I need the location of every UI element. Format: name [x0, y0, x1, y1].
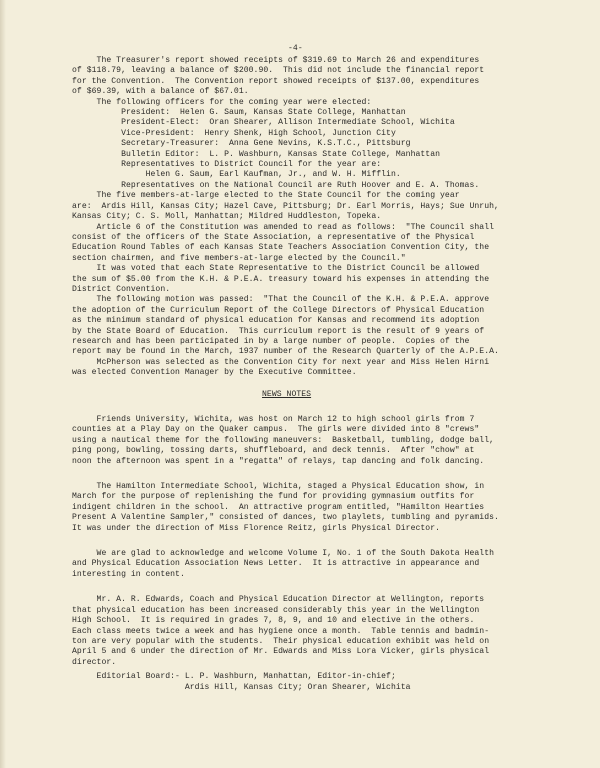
text-line: section chairmen, and five members-at-large elected by the Council."	[72, 253, 406, 263]
text-line: counties at a Play Day on the Quaker campus. The girls were divided into 8 "crews"	[72, 425, 480, 435]
text-line: The five members-at-large elected to the State Council for the coming year	[72, 191, 460, 201]
text-line: Article 6 of the Constitution was amended to read as follows: "The Council shall	[72, 222, 495, 232]
news-item-wellington	[72, 595, 542, 668]
text-line: The Hamilton Intermediate School, Wichita, staged a Physical Education show, in	[72, 482, 485, 492]
text-line: High School. It is required in grades 7, 8, 9, and 10 and elective in the others.	[72, 616, 475, 626]
page-body	[72, 56, 542, 693]
text-line: of $118.79, leaving a balance of $200.90. This did not include the financial report	[72, 66, 485, 76]
text-line: director.	[72, 657, 117, 667]
text-line: of $69.39, with a balance of $67.01.	[72, 87, 249, 97]
page-number: -4-	[288, 44, 303, 53]
text-line: as the minimum standard of physical education for Kansas and recommend its adoption	[72, 316, 480, 326]
text-line: for the Convention. The Convention report showed receipts of $137.00, expenditures	[72, 76, 480, 86]
text-line: consist of the officers of the State Association, a representative of the Physical	[72, 232, 475, 242]
text-line: It was voted that each State Representative to the District Council be allowed	[72, 264, 480, 274]
text-line: was elected Convention Manager by the Executive Committee.	[72, 368, 357, 378]
officer-line: President: Helen G. Saum, Kansas State College, Manhattan	[72, 108, 406, 118]
text-line: the sum of $5.00 from the K.H. & P.E.A. treasury toward his expenses in attending the	[72, 274, 490, 284]
text-line: and Physical Education Association News Letter. It is attractive in appearance and	[72, 559, 480, 569]
text-line: The following officers for the coming year were elected:	[72, 97, 372, 107]
text-line: The Treasurer's report showed receipts of $319.69 to March 26 and expenditures	[72, 56, 480, 65]
text-line: ton are very popular with the students. Their physical education exhibit was held on	[72, 636, 490, 646]
text-line: ping pong, bowling, tossing darts, shuffleboard, and deck tennis. After "chow" at	[72, 446, 475, 456]
officer-line: Helen G. Saum, Earl Kaufman, Jr., and W. H. Mifflin.	[72, 170, 401, 180]
text-line: by the State Board of Education. This curriculum report is the result of 9 years of	[72, 326, 485, 336]
text-line: The following motion was passed: "That the Council of the K.H. & P.E.A. approve	[72, 295, 490, 305]
text-line: Editorial Board:- L. P. Washburn, Manhattan, Editor-in-chief;	[72, 672, 396, 682]
officer-line: Vice-President: Henry Shenk, High School, Junction City	[72, 128, 396, 138]
text-line: that physical education has been increased considerably this year in the Wellington	[72, 605, 480, 615]
text-line: April 5 and 6 under the direction of Mr. Edwards and Miss Lora Vicker, girls physical	[72, 647, 490, 657]
paper-shadow-edge	[0, 0, 6, 768]
text-line: Kansas City; C. S. Moll, Manhattan; Mildred Huddleston, Topeka.	[72, 212, 382, 222]
news-item-hamilton-school	[72, 482, 542, 534]
officer-line: Representatives on the National Council are Ruth Hoover and E. A. Thomas.	[72, 180, 480, 190]
editorial-board	[72, 672, 542, 693]
officer-line: President-Elect: Oran Shearer, Allison Intermediate School, Wichita	[72, 118, 455, 128]
officer-line: Bulletin Editor: L. P. Washburn, Kansas State College, Manhattan	[72, 149, 441, 159]
text-line: are: Ardis Hill, Kansas City; Hazel Cave, Pittsburg; Dr. Earl Morris, Hays; Sue Unruh,	[72, 201, 499, 211]
text-line: interesting in content.	[72, 569, 185, 579]
text-line: We are glad to acknowledge and welcome Volume I, No. 1 of the South Dakota Health	[72, 549, 495, 559]
text-line: Education Round Tables of each Kansas State Teachers Association Convention City, the	[72, 243, 490, 253]
text-line: District Convention.	[72, 284, 171, 294]
text-line: Mr. A. R. Edwards, Coach and Physical Education Director at Wellington, reports	[72, 595, 485, 605]
text-line: noon the afternoon was spent in a "regatta" of relays, tap dancing and folk dancing.	[72, 456, 485, 466]
text-line: Ardis Hill, Kansas City; Oran Shearer, Wichita	[72, 682, 411, 692]
news-item-friends-university	[72, 415, 542, 467]
text-line: indigent children in the school. An attractive program entitled, "Hamilton Hearties	[72, 502, 485, 512]
minutes-section	[72, 56, 542, 379]
text-line: McPherson was selected as the Convention City for next year and Miss Helen Hirni	[72, 357, 490, 367]
officer-line: Secretary-Treasurer: Anna Gene Nevins, K.S.T.C., Pittsburg	[72, 139, 411, 149]
news-item-south-dakota	[72, 549, 542, 580]
text-line: research and has been participated in by a large number of people. Copies of the	[72, 336, 470, 346]
news-notes-heading: NEWS NOTES	[262, 389, 312, 399]
text-line: March for the purpose of replenishing the fund for providing gymnasium outfits for	[72, 492, 475, 502]
text-line: Present A Valentine Sampler," consisted of dances, two playlets, tumbling and pyramids.	[72, 513, 499, 523]
text-line: Each class meets twice a week and has hygiene once a month. Table tennis and badmin-	[72, 626, 490, 636]
text-line: It was under the direction of Miss Florence Reitz, girls Physical Director.	[72, 523, 441, 533]
text-line: using a nautical theme for the following maneuvers: Basketball, tumbling, dodge ball,	[72, 435, 495, 445]
officer-line: Representatives to District Council for the year are:	[72, 160, 382, 170]
text-line: report may be found in the March, 1937 number of the Research Quarterly of the A.P.E.A.	[72, 347, 499, 357]
text-line: the adoption of the Curriculum Report of the College Directors of Physical Education	[72, 305, 485, 315]
text-line: Friends University, Wichita, was host on March 12 to high school girls from 7	[72, 415, 475, 424]
